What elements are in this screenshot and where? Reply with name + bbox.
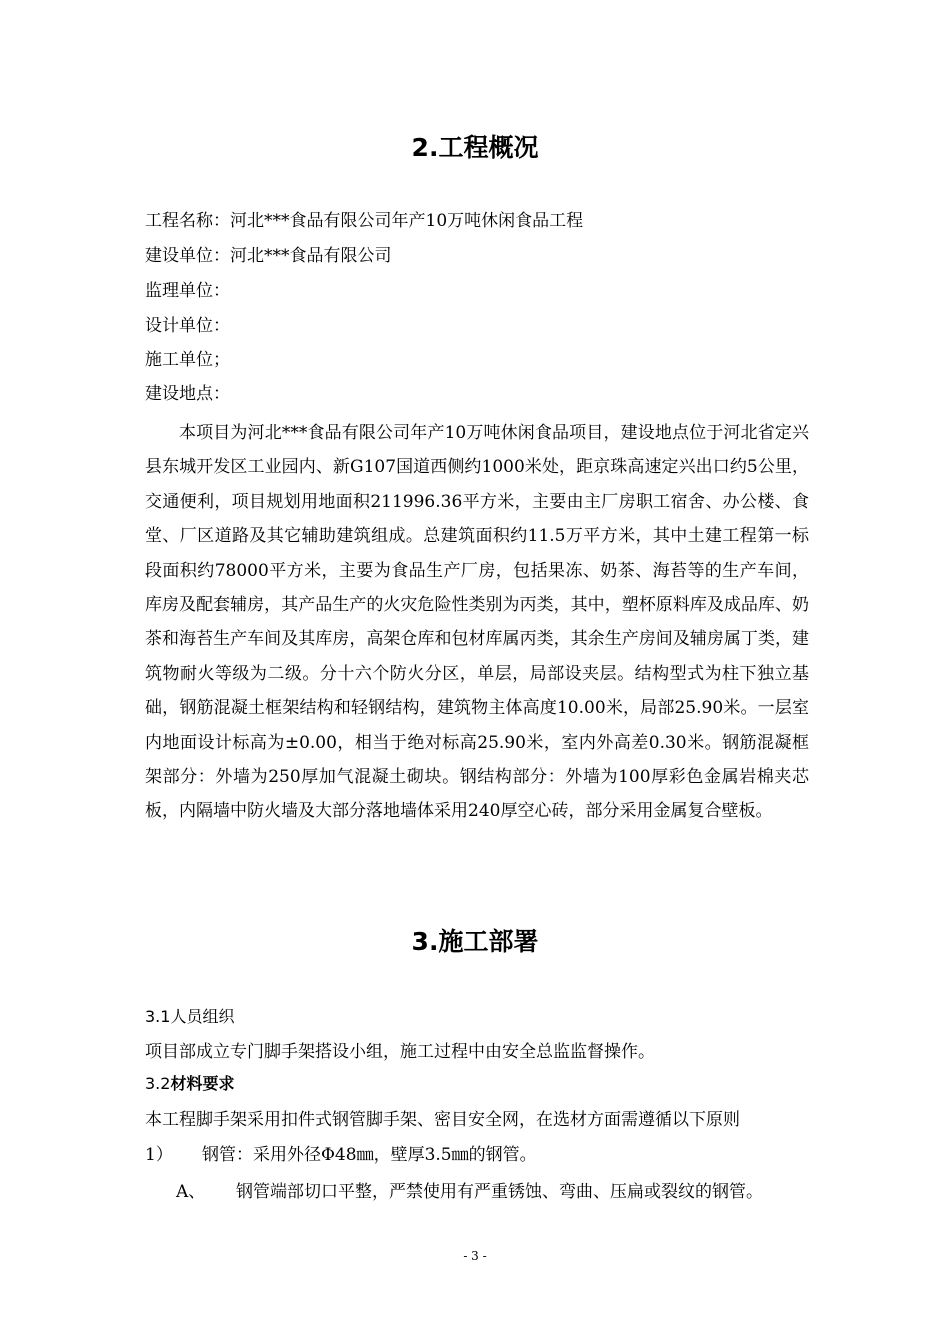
subsection-3-1-heading: 3.1人员组织 (145, 1007, 235, 1026)
list-item-a-number: A、 (176, 1182, 206, 1202)
section-3-heading: 3.施工部署 (411, 927, 539, 956)
subsection-3-2-heading (145, 1073, 234, 1095)
page-number: - 3 - (463, 1249, 487, 1263)
list-item-1-text: 钢管：采用外径Φ48㎜，壁厚3.5㎜的钢管。 (202, 1145, 537, 1165)
subsection-3-1-text: 项目部成立专门脚手架搭设小组，施工过程中由安全总监监督操作。 (145, 1042, 655, 1062)
field-supervision-unit: 监理单位： (145, 281, 230, 301)
list-item-1-number: 1） (145, 1145, 173, 1165)
section-2-heading: 2.工程概况 (411, 133, 539, 162)
subsection-3-2-text: 本工程脚手架采用扣件式钢管脚手架、密目安全网，在选材方面需遵循以下原则 (145, 1110, 740, 1130)
field-contractor-unit: 施工单位； (145, 350, 230, 370)
list-item-a-text: 钢管端部切口平整，严禁使用有严重锈蚀、弯曲、压扁或裂纹的钢管。 (236, 1182, 763, 1202)
subsection-3-2-number: 3.2 (145, 1074, 171, 1093)
field-construction-unit: 建设单位：河北***食品有限公司 (145, 246, 392, 266)
subsection-3-2-label: 材料要求 (170, 1074, 235, 1093)
field-construction-site: 建设地点： (145, 384, 230, 404)
field-design-unit: 设计单位： (145, 316, 230, 336)
field-project-name: 工程名称：河北***食品有限公司年产10万吨休闲食品工程 (145, 211, 584, 231)
project-overview-paragraph: 本项目为河北***食品有限公司年产10万吨休闲食品项目，建设地点位于河北省定兴县东城开发区工业园内、新G107国道西侧约1000米处，距京珠高速定兴出口约5公里，交通便利，项目规划用地面积211996.36平方米，主要由主厂房职工宿舍、办公楼、食堂、厂区道路及其它辅助建筑组成。总建筑面积约11.5万平方米，其中土建工程第一标段面积约78000平方米，主要为食品生产厂房，包括果冻、奶茶、海苔等的生产车间，库房及配套辅房，其产品生产的火灾危险性类别为丙类，其中，塑杯原料库及成品库、奶茶和海苔生产车间及其库房，高架仓库和包材库属丙类，其余生产房间及辅房属丁类，建筑物耐火等级为二级。分十六个防火分区，单层，局部设夹层。结构型式为柱下独立基础，钢筋混凝土框架结构和轻钢结构，建筑物主体高度10.00米，局部25.90米。一层室内地面设计标高为±0.00，相当于绝对标高25.90米，室内外高差0.30米。钢筋混凝框架部分：外墙为250厚加气混凝土砌块。钢结构部分：外墙为100厚彩色金属岩棉夹芯板，内隔墙中防火墙及大部分落地墙体采用240厚空心砖，部分采用金属复合壁板。 (145, 423, 809, 822)
